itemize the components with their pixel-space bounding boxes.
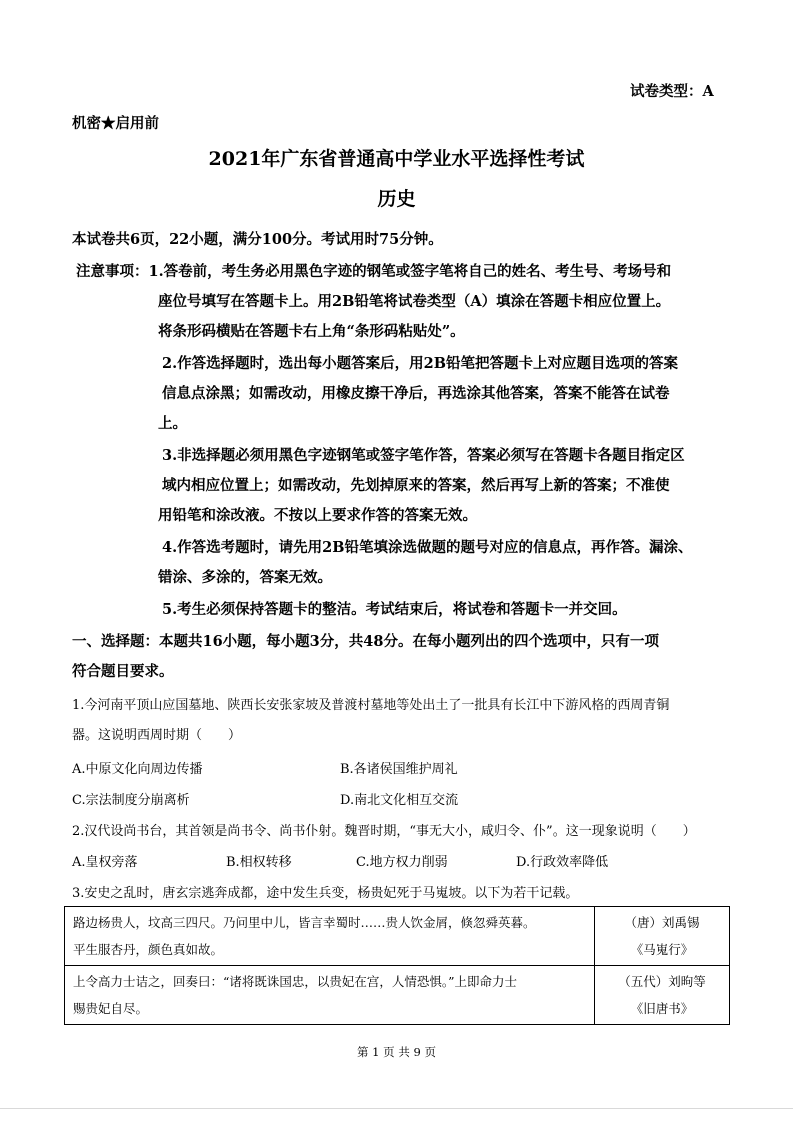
option-d: D.南北文化相互交流 [340,793,459,808]
section-heading-cont: 符合题目要求。 [72,663,174,680]
page-bottom-divider [0,1108,793,1109]
paper-type: 试卷类型：A [630,83,714,100]
records-table [64,906,730,1025]
question-stem: 1.今河南平顶山应国墓地、陕西长安张家坡及普渡村墓地等处出土了一批具有长江中下游风格的西周青铜 [72,698,670,713]
notice-line: 3.非选择题必须用黑色字迹钢笔或签字笔作答，答案必须写在答题卡各题目指定区 [162,447,685,464]
notice-line: 将条形码横贴在答题卡右上角“条形码粘贴处”。 [158,323,465,340]
notice-line: 4.作答选考题时，请先用2B铅笔填涂选做题的题号对应的信息点，再作答。漏涂、 [162,539,693,556]
option-a: A.中原文化向周边传播 [72,762,203,777]
record-text [65,966,595,1025]
record-author: （唐）刘禹锡 [624,915,700,930]
option-b: B.相权转移 [226,855,292,870]
notice-line: 注意事项：1.答卷前，考生务必用黑色字迹的钢笔或签字笔将自己的姓名、考生号、考场号和 [76,263,672,280]
page-footer: 第 1 页 共 9 页 [357,1045,436,1059]
option-d: D.行政效率降低 [516,855,609,870]
table-row [65,907,730,966]
record-author: （五代）刘昫等 [618,974,706,989]
option-c: C.地方权力削弱 [356,855,448,870]
record-text [65,907,595,966]
record-source [595,907,730,966]
exam-title: 2021年广东省普通高中学业水平选择性考试 [208,148,585,170]
notice-line: 域内相应位置上；如需改动，先划掉原来的答案，然后再写上新的答案；不准使 [162,477,670,494]
notice-line: 5.考生必须保持答题卡的整洁。考试结束后，将试卷和答题卡一并交回。 [162,601,627,618]
option-c: C.宗法制度分崩离析 [72,793,190,808]
option-b: B.各诸侯国维护周礼 [340,762,458,777]
notice-line: 座位号填写在答题卡上。用2B铅笔将试卷类型（A）填涂在答题卡相应位置上。 [158,293,671,310]
record-text-line: 上令高力士诘之，回奏曰：“诸将既诛国忠，以贵妃在宫，人情恐惧。”上即命力士 [73,974,518,989]
record-text-line: 赐贵妃自尽。 [73,1001,149,1016]
notice-line: 2.作答选择题时，选出每小题答案后，用2B铅笔把答题卡上对应题目选项的答案 [162,355,678,372]
record-work: 《马嵬行》 [630,942,694,957]
notice-line: 错涂、多涂的，答案无效。 [158,569,332,586]
record-work: 《旧唐书》 [630,1001,694,1016]
secrecy-label: 机密★启用前 [72,115,159,132]
notice-line: 信息点涂黑；如需改动，用橡皮擦干净后，再选涂其他答案，答案不能答在试卷 [162,385,670,402]
record-source [595,966,730,1025]
notice-line: 用铅笔和涂改液。不按以上要求作答的答案无效。 [158,507,477,524]
question-stem: 2.汉代设尚书台，其首领是尚书令、尚书仆射。魏晋时期，“事无大小，咸归令、仆”。这一现象说明（ ） [72,824,696,839]
question-stem: 3.安史之乱时，唐玄宗逃奔成都，途中发生兵变，杨贵妃死于马嵬坡。以下为若干记载。 [72,886,579,901]
table-row [65,966,730,1025]
option-a: A.皇权旁落 [72,855,138,870]
record-text-line: 平生服杏丹，颜色真如故。 [73,942,224,957]
notice-line: 上。 [158,415,187,432]
record-text-line: 路边杨贵人，坟高三四尺。乃问里中儿，皆言幸蜀时……贵人饮金屑，倏忽舜英暮。 [73,915,536,930]
subject-title: 历史 [377,188,416,210]
question-stem: 器。这说明西周时期（ ） [72,728,242,743]
exam-info: 本试卷共6页，22小题，满分100分。考试用时75分钟。 [72,231,443,248]
section-heading: 一、选择题：本题共16小题，每小题3分，共48分。在每小题列出的四个选项中，只有一项 [72,633,659,650]
